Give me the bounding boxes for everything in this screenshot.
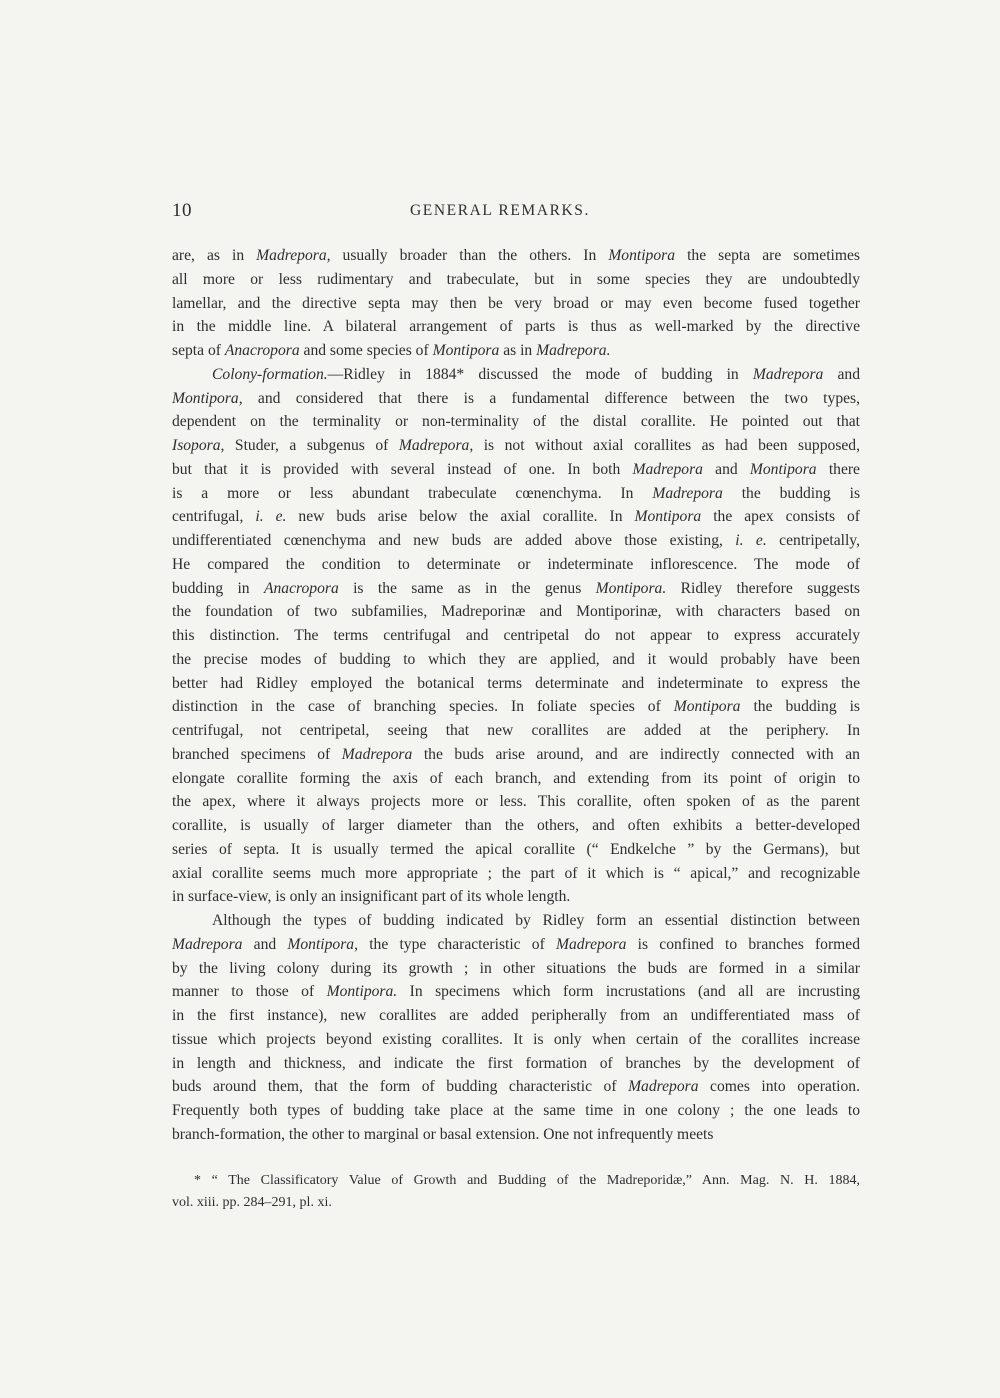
text-run: the septa are sometimes (675, 247, 860, 264)
text-line (172, 1075, 860, 1099)
text-run: all more or less rudimentary and trabeculate, but in some species they are undoubtedly (172, 270, 860, 288)
text-line (172, 909, 860, 933)
text-run: corallite, is usually of larger diameter than the others, and often exhibits a better-developed (172, 817, 860, 834)
italic-term: Montipora (634, 508, 702, 526)
text-line (172, 957, 860, 981)
text-line (172, 387, 860, 411)
text-line (172, 600, 860, 624)
text-run: buds around them, that the form of budding characteristic of (172, 1078, 629, 1096)
italic-term: Montipora (749, 460, 817, 478)
text-run: in the middle line. A bilateral arrangement of parts is thus as well-marked by the directive (172, 318, 860, 336)
text-line (172, 743, 860, 767)
text-line (172, 1123, 860, 1147)
italic-term: Isopora, (172, 437, 225, 454)
text-line (172, 624, 860, 648)
italic-term: Montipora, (287, 935, 358, 953)
text-line (172, 719, 860, 743)
italic-term: Madrepora (172, 935, 243, 953)
text-run: the foundation of two subfamilies, Madreporinæ and Montiporinæ, with characters based on (172, 603, 860, 621)
text-line (172, 1004, 860, 1028)
text-line (172, 458, 860, 482)
text-run: and some species of (299, 342, 433, 359)
text-run: Although the types of budding indicated by Ridley form an essential distinction between (212, 912, 860, 929)
text-run: Studer, a subgenus of (224, 437, 399, 454)
text-run: but that it is provided with several instead of one. In both (172, 460, 633, 478)
text-run: and (823, 365, 860, 383)
page-number: 10 (172, 200, 192, 221)
italic-term: Madrepora (556, 935, 627, 953)
text-run: dependent on the terminality or non-terminality of the distal corallite. He pointed out that (172, 413, 860, 431)
text-run: usually broader than the others. In (330, 247, 609, 264)
text-run: series of septa. It is usually termed the apical corallite (“ Endkelche ” by the Germans), but (172, 840, 860, 858)
text-run: distinction in the case of branching species. In foliate species of (172, 698, 674, 716)
text-run: undifferentiated cœnenchyma and new buds are added above those existing, (172, 532, 736, 549)
italic-term: Madrepora (628, 1078, 699, 1096)
italic-term: Madrepora. (536, 342, 611, 359)
italic-term: Anacropora (263, 579, 339, 597)
text-run: the apex, where it always projects more or less. This corallite, often spoken of as the parent (172, 793, 860, 811)
text-line (172, 410, 860, 434)
text-line (172, 1028, 860, 1052)
text-run: is the same as in the genus (338, 579, 596, 597)
text-line (172, 885, 860, 909)
text-run: —Ridley in 1884* discussed the mode of budding in (327, 365, 753, 383)
text-run: Ridley therefore suggests (666, 579, 860, 597)
text-run: branched specimens of (172, 745, 342, 763)
text-run: comes into operation. (698, 1078, 860, 1096)
text-line (172, 933, 860, 957)
footnote (172, 1170, 860, 1214)
text-line (172, 1052, 860, 1076)
text-run: vol. xiii. pp. 284–291, pl. xi. (172, 1195, 332, 1210)
text-run: better had Ridley employed the botanical terms determinate and indeterminate to express the (172, 674, 860, 692)
text-run: is confined to branches formed (626, 935, 860, 953)
text-run: He compared the condition to determinate or indeterminate inflorescence. The mode of (172, 555, 860, 573)
text-line (172, 268, 860, 292)
italic-term: Montipora. (595, 579, 667, 597)
body-text (172, 244, 860, 1147)
text-run: in surface-view, is only an insignificant part of its whole length. (172, 888, 571, 906)
text-run: septa of (172, 342, 225, 359)
text-run: manner to those of (172, 983, 327, 1001)
italic-term: Montipora (608, 247, 676, 264)
text-line (172, 1099, 860, 1123)
text-line (172, 577, 860, 601)
text-run: elongate corallite forming the axis of each branch, and extending from its point of origin to (172, 769, 860, 787)
text-run: are, as in (172, 247, 257, 264)
text-line (172, 292, 860, 316)
text-run: centripetally, (766, 532, 860, 549)
text-line (172, 482, 860, 506)
text-run: the precise modes of budding to which they are applied, and it would probably have been (172, 650, 860, 668)
text-run: centrifugal, not centripetal, seeing that new corallites are added at the periphery. In (172, 722, 860, 739)
text-run: the type characteristic of (358, 935, 556, 953)
text-run: centrifugal, (172, 508, 256, 526)
text-run: axial corallite seems much more appropriate ; the part of it which is “ apical,” and recognizable (172, 864, 860, 882)
text-line (172, 814, 860, 838)
italic-term: i. e. (735, 532, 767, 549)
text-run: * “ The Classificatory Value of Growth and Budding of the Madreporidæ,” Ann. Mag. N. H. 1884, (194, 1173, 860, 1188)
text-run: and considered that there is a fundamental difference between the two types, (242, 389, 860, 407)
italic-term: Madrepora (652, 484, 723, 502)
text-run: Frequently both types of budding take place at the same time in one colony ; the one leads to (172, 1102, 860, 1119)
text-run: in length and thickness, and indicate the first formation of branches by the development of (172, 1054, 860, 1072)
italic-term: Madrepora, (398, 437, 474, 454)
text-line (172, 505, 860, 529)
text-line (172, 363, 860, 387)
text-run: lamellar, and the directive septa may then be very broad or may even become fused together (172, 294, 860, 312)
footnote-line (172, 1192, 860, 1214)
text-line (172, 434, 860, 458)
text-run: the buds arise around, and are indirectly connected with an (412, 745, 860, 763)
italic-term: Montipora, (172, 389, 243, 407)
text-run: there (816, 460, 860, 478)
text-line (172, 695, 860, 719)
text-run: new buds arise below the axial corallite. In (286, 508, 635, 526)
text-run: and (702, 460, 750, 478)
text-run: as in (499, 342, 537, 359)
text-run: the budding is (740, 698, 860, 716)
text-run: budding in (172, 579, 264, 597)
italic-term: Madrepora (632, 460, 703, 478)
text-line (172, 790, 860, 814)
running-head: GENERAL REMARKS. (409, 202, 591, 219)
italic-term: Madrepora (341, 745, 413, 763)
text-line (172, 838, 860, 862)
text-line (172, 553, 860, 577)
text-run: this distinction. The terms centrifugal and centripetal do not appear to express accurately (172, 627, 860, 644)
text-run: branch-formation, the other to marginal or basal extension. One not infrequently meets (172, 1125, 714, 1143)
text-run: the apex consists of (701, 508, 860, 526)
text-run: tissue which projects beyond existing corallites. It is only when certain of the corallites increase (172, 1030, 860, 1048)
text-line (172, 315, 860, 339)
italic-term: Montipora (673, 698, 741, 716)
italic-term: i. e. (255, 508, 287, 526)
footnote-line (172, 1170, 860, 1192)
italic-term: Montipora. (326, 983, 398, 1001)
italic-term: Montipora (432, 342, 500, 359)
text-line (172, 339, 860, 363)
text-line (172, 862, 860, 886)
text-run: and (242, 935, 288, 953)
text-run: is a more or less abundant trabeculate cœnenchyma. In (172, 484, 653, 502)
text-line (172, 980, 860, 1004)
text-run: the budding is (722, 484, 860, 502)
italic-term: Anacropora (224, 342, 300, 359)
text-line (172, 648, 860, 672)
text-run: by the living colony during its growth ; in other situations the buds are formed in a similar (172, 959, 860, 977)
italic-term: Madrepora, (256, 247, 331, 264)
text-run: In specimens which form incrustations (and all are incrusting (397, 983, 860, 1001)
text-line (172, 767, 860, 791)
text-run: is not without axial corallites as had been supposed, (473, 437, 860, 454)
text-line (172, 529, 860, 553)
text-run: in the first instance), new corallites are added peripherally from an undifferentiated mass of (172, 1007, 860, 1024)
italic-term: Madrepora (752, 365, 824, 383)
text-line (172, 672, 860, 696)
italic-term: Colony-formation. (212, 365, 328, 383)
text-line (172, 244, 860, 268)
